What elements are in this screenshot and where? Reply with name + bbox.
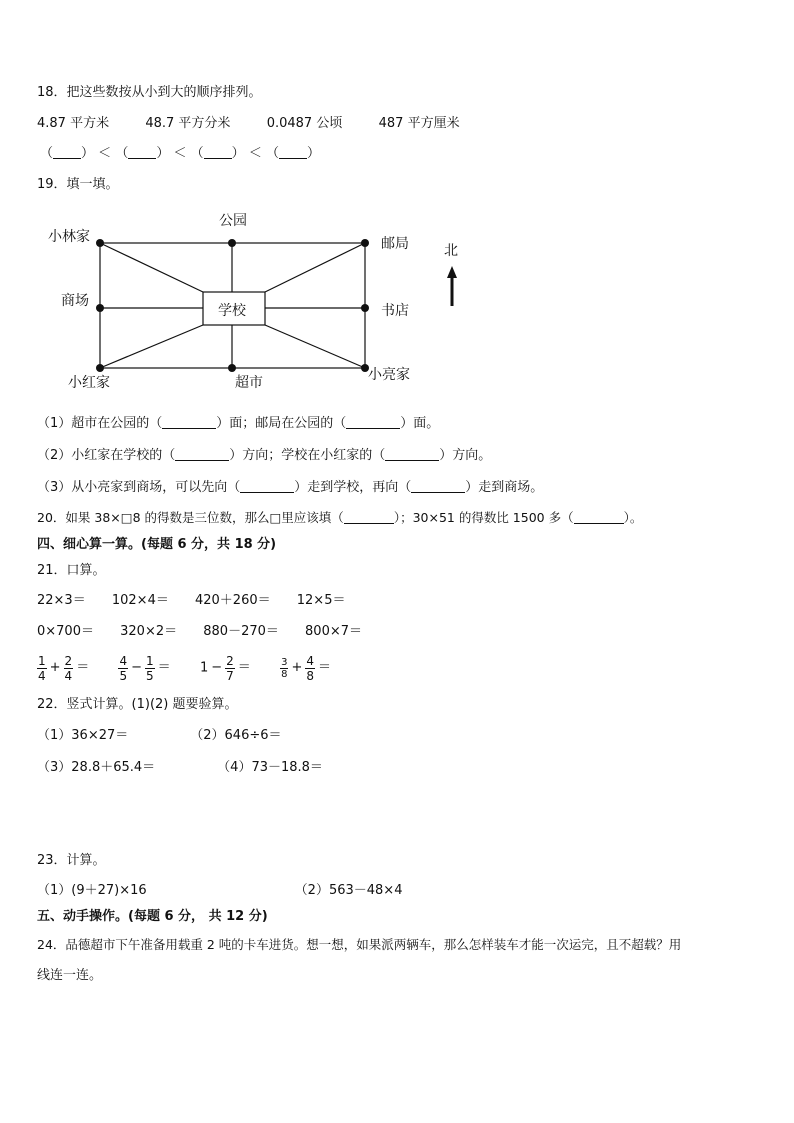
fraction-problem-3: 1 − $\frac{2}{7}$ ＝	[199, 653, 251, 683]
q22-problem-3: （3）28.8＋65.4＝	[37, 760, 156, 775]
label-xiaohongjia: 小红家	[68, 375, 110, 391]
north-arrow-icon	[447, 266, 457, 278]
q22-problem-2: （2）646÷6＝	[190, 728, 282, 743]
q19-sub2: （2）小红家在学校的（ ）方向；学校在小红家的（ ）方向。	[37, 448, 492, 463]
label-xiaoliangjia: 小亮家	[368, 367, 410, 383]
q19-sub1: （1）超市在公园的（ ）面；邮局在公园的（ ）面。	[37, 416, 440, 431]
dot-gongyuan	[228, 239, 236, 247]
fraction-problem-4: $\frac{3}{8}$ + $\frac{4}{8}$ ＝	[281, 653, 332, 683]
q18-values	[37, 115, 460, 133]
answer-blank[interactable]	[162, 415, 216, 429]
q19-title: 19．填一填。	[37, 177, 119, 192]
section-5-heading: 五、动手操作。(每题 6 分， 共 12 分)	[37, 909, 268, 924]
q18-answer-row: （ ） ＜ （ ） ＜ （ ） ＜ （ ）	[40, 146, 321, 161]
section-4-heading: 四、细心算一算。(每题 6 分，共 18 分)	[37, 537, 277, 552]
q23-row	[37, 882, 402, 900]
dot-youju	[361, 239, 369, 247]
label-xuexiao: 学校	[218, 303, 246, 319]
q21-row2: 0×700＝ 320×2＝ 880－270＝ 800×7＝	[37, 624, 363, 639]
q19-sub3: （3）从小亮家到商场，可以先向（ ）走到学校，再向（ ）走到商场。	[37, 480, 544, 495]
answer-blank[interactable]	[346, 415, 400, 429]
q18-value-4: 487 平方厘米	[378, 116, 460, 131]
q23-problem-1: （1）(9＋27)×16	[37, 883, 147, 898]
label-shudian: 书店	[381, 303, 409, 319]
q22-problem-4: （4）73－18.8＝	[217, 760, 323, 775]
answer-blank[interactable]	[53, 145, 81, 159]
dot-shangchang	[96, 304, 104, 312]
answer-blank[interactable]	[344, 510, 394, 524]
dot-xiaohongjia	[96, 364, 104, 372]
direction-map	[0, 200, 794, 400]
q24-line1: 24．品德超市下午准备用载重 2 吨的卡车进货。想一想，如果派两辆车，那么怎样装车才能一次运完，且不超载？用	[37, 937, 682, 952]
answer-blank[interactable]	[385, 447, 439, 461]
q22-row1	[37, 727, 282, 745]
dot-shudian	[361, 304, 369, 312]
map-road-top-right	[265, 243, 365, 292]
answer-blank[interactable]	[411, 479, 465, 493]
answer-blank[interactable]	[279, 145, 307, 159]
answer-blank[interactable]	[175, 447, 229, 461]
map-road-top-left	[100, 243, 203, 292]
q21-title: 21．口算。	[37, 563, 106, 578]
q22-row2	[37, 759, 323, 777]
q20-line: 20．如果 38×□8 的得数是三位数，那么□里应该填（ ）；30×51 的得数比 1500 多（ ）。	[37, 510, 643, 525]
dot-chaoshi	[228, 364, 236, 372]
answer-blank[interactable]	[204, 145, 232, 159]
map-road-bottom-right	[265, 325, 365, 368]
q18-value-1: 4.87 平方米	[37, 116, 110, 131]
label-youju: 邮局	[381, 236, 409, 252]
map-road-bottom-left	[100, 325, 203, 368]
q24-line2: 线连一连。	[37, 968, 103, 983]
q22-problem-1: （1）36×27＝	[37, 728, 129, 743]
fraction-problem-2: $\frac{4}{5}$ − $\frac{1}{5}$ ＝	[119, 653, 171, 683]
q23-problem-2: （2）563－48×4	[294, 883, 403, 898]
answer-blank[interactable]	[128, 145, 156, 159]
label-chaoshi: 超市	[235, 375, 263, 391]
label-shangchang: 商场	[61, 293, 89, 309]
label-gongyuan: 公园	[219, 213, 247, 229]
q18-value-3: 0.0487 公顷	[266, 116, 343, 131]
q22-title: 22．竖式计算。(1)(2) 题要验算。	[37, 697, 238, 712]
fraction-problem-1: $\frac{1}{4}$ + $\frac{2}{4}$ ＝	[38, 653, 90, 683]
answer-blank[interactable]	[574, 510, 624, 524]
label-xiaolinjia: 小林家	[48, 229, 90, 245]
dot-xiaolinjia	[96, 239, 104, 247]
q18-title: 18．把这些数按从小到大的顺序排列。	[37, 85, 262, 100]
q21-fraction-row	[37, 650, 334, 687]
q23-title: 23．计算。	[37, 853, 106, 868]
answer-blank[interactable]	[240, 479, 294, 493]
q21-row1: 22×3＝ 102×4＝ 420＋260＝ 12×5＝	[37, 593, 346, 608]
label-north: 北	[444, 243, 458, 259]
q18-value-2: 48.7 平方分米	[145, 116, 231, 131]
